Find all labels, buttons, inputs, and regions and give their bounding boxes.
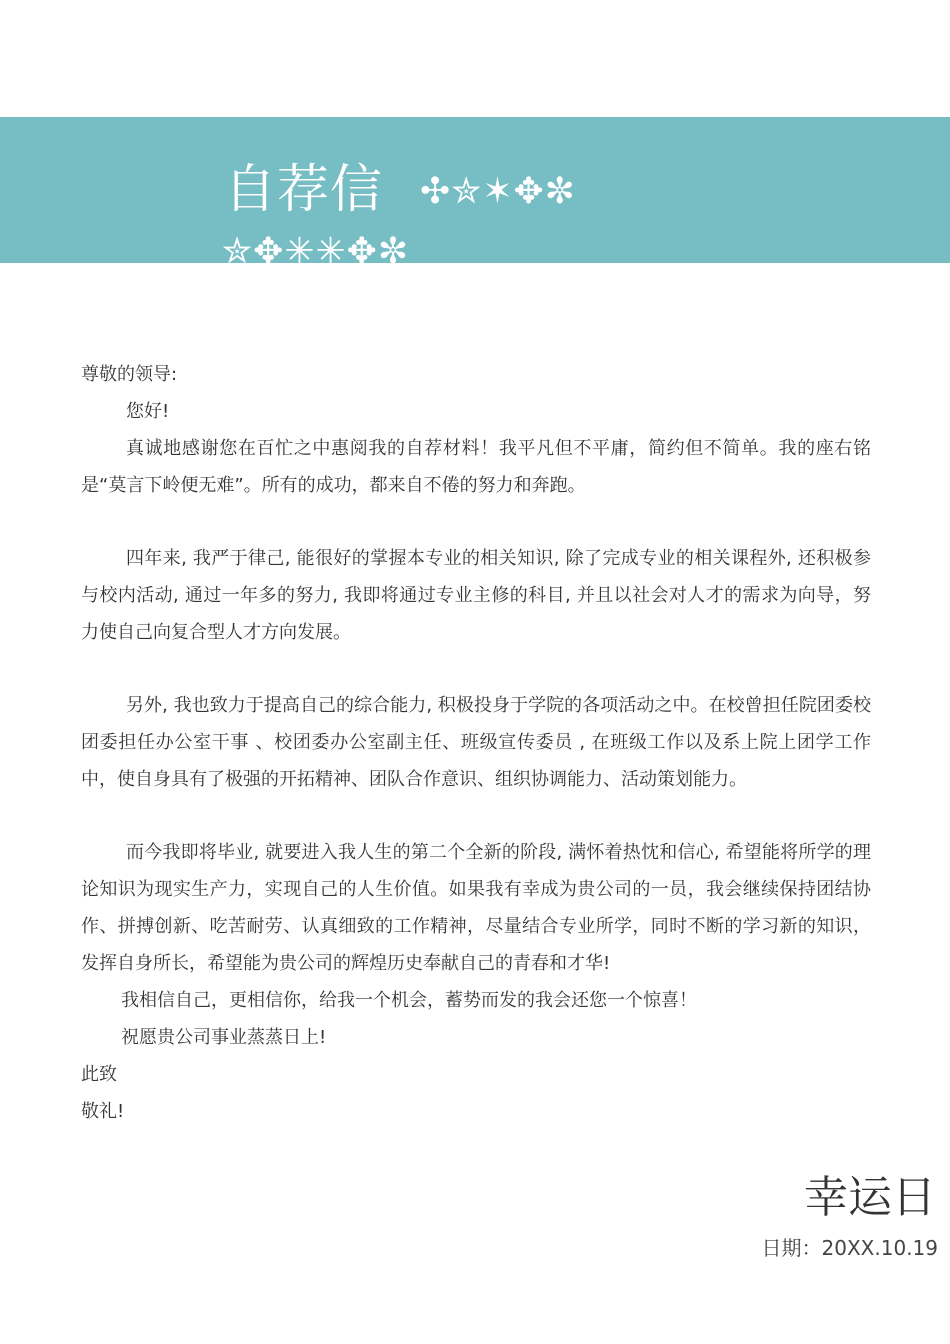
sign-off-1: 此致 <box>81 1064 117 1085</box>
paragraph-1: 真诚地感谢您在百忙之中惠阅我的自荐材料！我平凡但不平庸，简约但不简单。我的座右铭是“莫言下岭便无难”。所有的成功，都来自不倦的努力和奔跑。 <box>81 438 871 496</box>
paragraph-3: 另外, 我也致力于提高自己的综合能力, 积极投身于学院的各项活动之中。在校曾担任院团委校团委担任办公室干事 、校团委办公室副主任、班级宣传委员 , 在班级工作以及系上院上团学工作中，使自身具有了极强的开拓精神、团队合作意识、组织协调能力、活动策划能力。 <box>81 695 871 790</box>
greeting: 您好! <box>126 401 170 422</box>
sign-off-2: 敬礼! <box>81 1101 125 1122</box>
paragraph-4: 而今我即将毕业, 就要进入我人生的第二个全新的阶段, 满怀着热忱和信心, 希望能将所学的理论知识为现实生产力，实现自己的人生价值。如果我有幸成为贵公司的一员，我会继续保持团结协作、拼搏创新、吃苦耐劳、认真细致的工作精神，尽量结合专业所学，同时不断的学习新的知识，发挥自身所长，希望能为贵公司的辉煌历史奉献自己的青春和才华! <box>81 842 871 974</box>
signature-name: 幸运日 <box>804 1172 936 1223</box>
decorative-ornaments-bottom: ✮✥✳✳✥✼ <box>222 231 409 263</box>
salutation: 尊敬的领导: <box>81 364 178 385</box>
closing-line-1: 我相信自己，更相信你，给我一个机会，蓄势而发的我会还您一个惊喜！ <box>121 990 697 1011</box>
decorative-ornaments-top: ✣✮✶✥✼ <box>420 171 576 212</box>
letter-body <box>81 356 871 1130</box>
paragraph-2: 四年来, 我严于律己, 能很好的掌握本专业的相关知识, 除了完成专业的相关课程外, 还积极参与校内活动, 通过一年多的努力, 我即将通过专业主修的科目, 并且以社会对人才的需求为向导，努力使自己向复合型人才方向发展。 <box>81 548 871 643</box>
header-banner <box>0 117 950 263</box>
closing-line-2: 祝愿贵公司事业蒸蒸日上! <box>121 1027 327 1048</box>
page-title: 自荐信 <box>224 160 384 220</box>
signature-date: 日期：20XX.10.19 <box>761 1236 938 1260</box>
